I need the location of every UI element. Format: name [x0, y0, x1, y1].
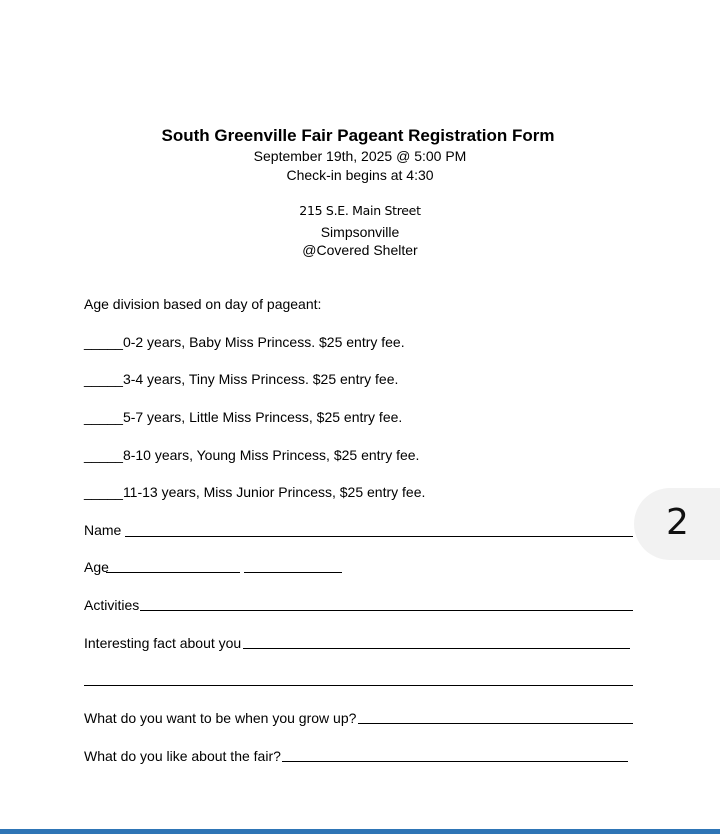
- age-field-line[interactable]: [106, 572, 240, 573]
- grow-up-label: What do you want to be when you grow up?: [84, 710, 357, 726]
- age-division-heading: Age division based on day of pageant:: [84, 296, 322, 312]
- page-number: 2: [666, 502, 689, 543]
- event-city: Simpsonville: [320, 224, 400, 240]
- fair-label: What do you like about the fair?: [84, 748, 281, 764]
- age-field-line-secondary[interactable]: [244, 572, 342, 573]
- age-option-label: 5-7 years, Little Miss Princess, $25 entry fee.: [122, 409, 403, 425]
- age-option-blank[interactable]: _____: [84, 484, 123, 500]
- age-option-blank[interactable]: _____: [84, 334, 123, 350]
- age-option-5-7[interactable]: [84, 409, 402, 425]
- event-address: 215 S.E. Main Street: [299, 203, 421, 218]
- activities-field-line[interactable]: [140, 610, 633, 611]
- age-option-label: 0-2 years, Baby Miss Princess. $25 entry fee.: [122, 334, 405, 350]
- bottom-accent-bar: [0, 829, 720, 834]
- grow-up-field-line[interactable]: [358, 723, 633, 724]
- name-field-line[interactable]: [125, 536, 633, 537]
- age-option-label: 8-10 years, Young Miss Princess, $25 entry fee.: [122, 447, 420, 463]
- age-option-3-4[interactable]: [84, 371, 398, 387]
- fact-field-line-continued[interactable]: [84, 685, 633, 686]
- checkin-time: Check-in begins at 4:30: [286, 167, 434, 183]
- fact-field-line[interactable]: [243, 648, 630, 649]
- fair-field-line[interactable]: [282, 761, 628, 762]
- activities-label: Activities: [84, 597, 140, 613]
- name-label: Name: [84, 522, 122, 538]
- age-option-blank[interactable]: _____: [84, 371, 123, 387]
- event-venue: @Covered Shelter: [302, 242, 418, 258]
- form-title: South Greenville Fair Pageant Registration Form: [161, 126, 555, 145]
- event-date: September 19th, 2025 @ 5:00 PM: [253, 148, 467, 164]
- age-option-label: 11-13 years, Miss Junior Princess, $25 entry fee.: [122, 484, 426, 500]
- age-option-8-10[interactable]: [84, 447, 419, 463]
- age-option-blank[interactable]: _____: [84, 409, 123, 425]
- fact-label: Interesting fact about you: [84, 635, 242, 651]
- age-option-0-2[interactable]: [84, 334, 405, 350]
- age-option-label: 3-4 years, Tiny Miss Princess. $25 entry fee.: [122, 371, 399, 387]
- age-option-blank[interactable]: _____: [84, 447, 123, 463]
- age-label: Age: [84, 559, 109, 575]
- age-option-11-13[interactable]: [84, 484, 425, 500]
